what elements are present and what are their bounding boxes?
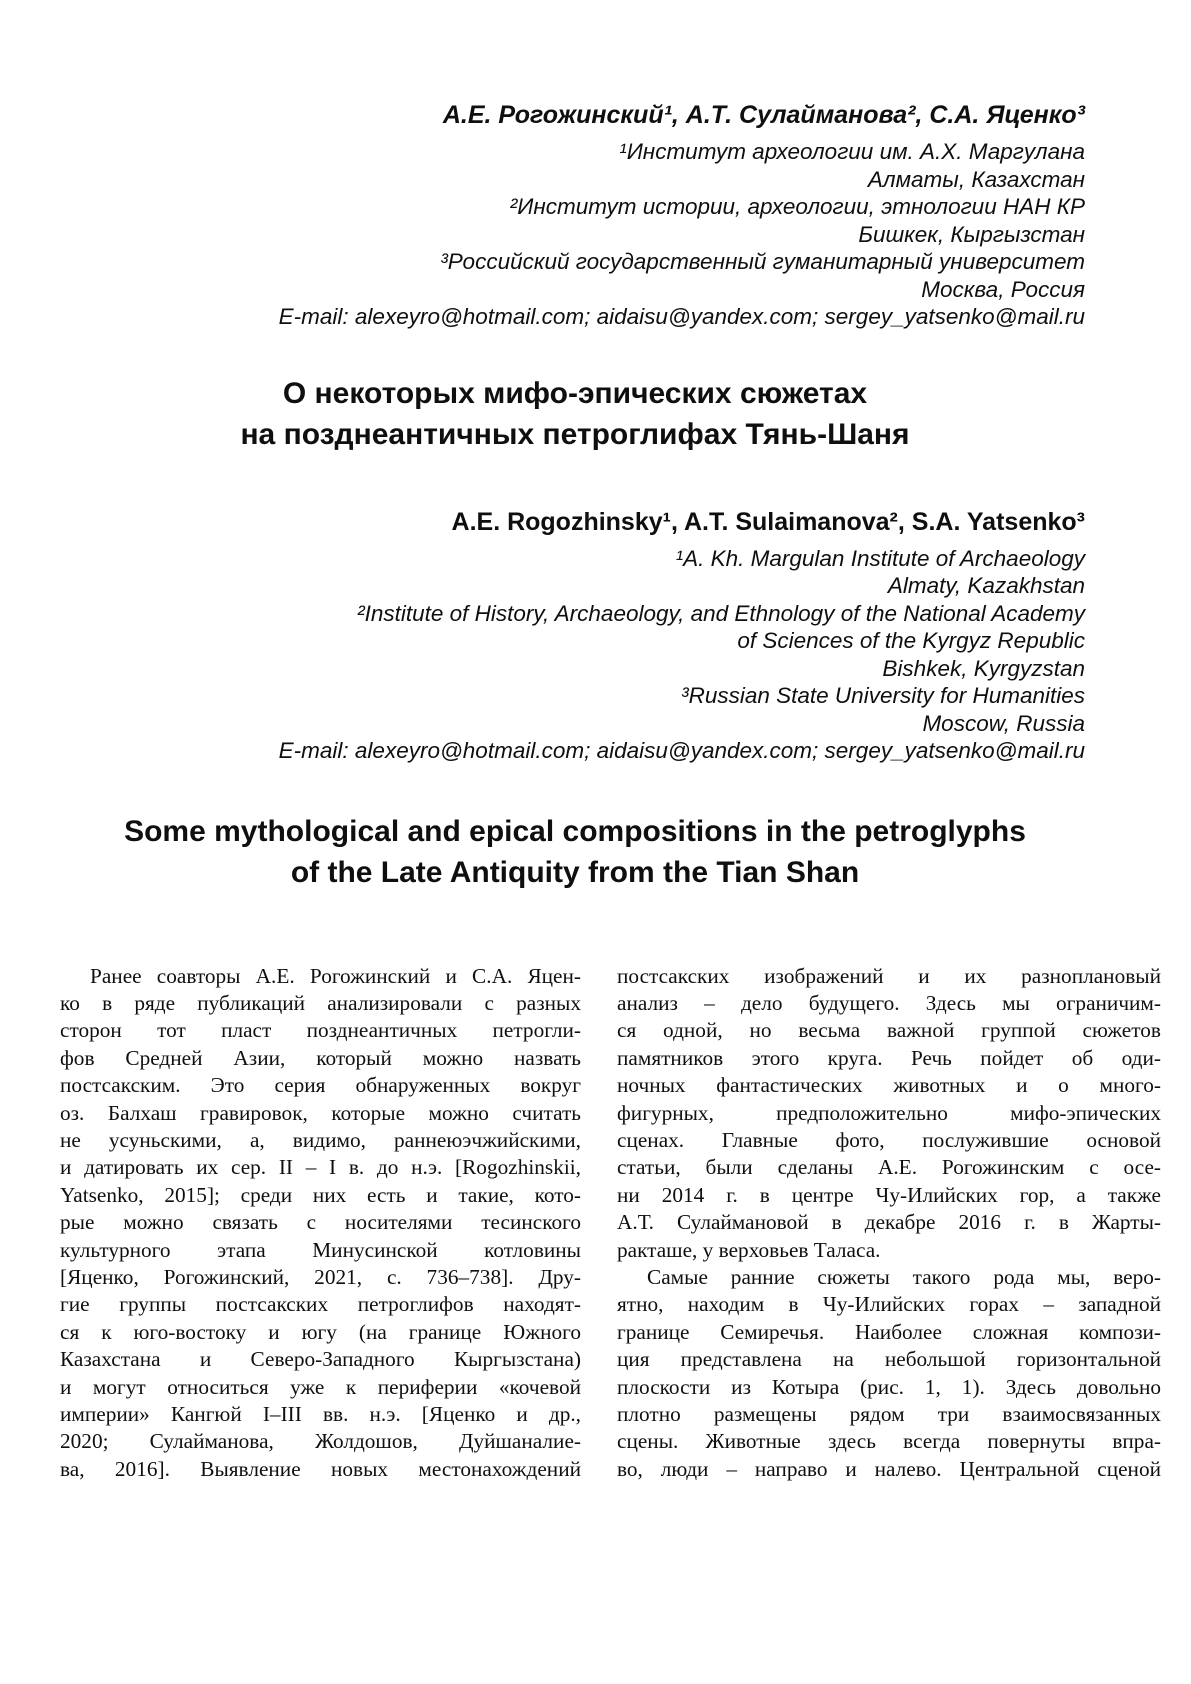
body-line: фов Средней Азии, который можно назвать — [60, 1045, 581, 1070]
affiliation-line: ³Russian State University for Humanities — [681, 683, 1085, 708]
body-line: постсакских изображений и их разноплановый — [617, 963, 1161, 988]
email-line-russian-block: E-mail: alexeyro@hotmail.com; aidaisu@yandex.com; sergey_yatsenko@mail.ru — [278, 304, 1085, 329]
body-line: ся одной, но весьма важной группой сюжетов — [617, 1018, 1161, 1043]
body-line: А.Т. Сулаймановой в декабре 2016 г. в Жарты- — [617, 1210, 1161, 1235]
right-column — [617, 963, 1161, 1484]
body-line: анализ – дело будущего. Здесь мы ограничим- — [617, 990, 1161, 1015]
body-line: рые можно связать с носителями тесинского — [60, 1210, 581, 1235]
body-line: Самые ранние сюжеты такого рода мы, веро- — [647, 1264, 1161, 1289]
body-line: не усуньскими, а, видимо, раннеюэчжийскими, — [60, 1127, 581, 1152]
body-line: ция представлена на небольшой горизонтальной — [617, 1347, 1161, 1372]
body-line: ни 2014 г. в центре Чу-Илийских гор, а также — [617, 1182, 1161, 1207]
title-russian — [60, 373, 1090, 455]
body-line: ночных фантастических животных и о много- — [617, 1073, 1161, 1098]
body-line: гие группы постсакских петроглифов находят- — [60, 1292, 581, 1317]
body-line: [Яценко, Рогожинский, 2021, с. 736–738]. Дру- — [60, 1264, 581, 1289]
body-line: границе Семиречья. Наиболее сложная компози- — [617, 1319, 1161, 1344]
header-english — [60, 507, 1085, 765]
affiliation-line: ²Institute of History, Archaeology, and Ethnology of the National Academy — [357, 600, 1085, 626]
affiliation-line: ¹A. Kh. Margulan Institute of Archaeology — [675, 545, 1085, 571]
body-line: плотно размещены рядом три взаимосвязанных — [617, 1402, 1161, 1426]
body-line: сцены. Животные здесь всегда повернуты впра- — [617, 1429, 1161, 1454]
affiliation-line: Moscow, Russia — [922, 710, 1085, 736]
body-line: империи» Кангюй I–III вв. н.э. [Яценко и др., — [60, 1402, 581, 1426]
body-line: Yatsenko, 2015]; среди них есть и такие, кото- — [60, 1182, 581, 1207]
body-line: Ранее соавторы А.Е. Рогожинский и С.А. Яцен- — [90, 963, 581, 988]
body-text — [60, 963, 1161, 1484]
affiliation-line: ²Институт истории, археологии, этнологии НАН КР — [509, 194, 1085, 219]
body-line: оз. Балхаш гравировок, которые можно считать — [60, 1100, 581, 1125]
affiliation-line: Bishkek, Kyrgyzstan — [882, 655, 1085, 681]
body-line: сценах. Главные фото, послужившие основой — [617, 1127, 1161, 1152]
authors-english: A.E. Rogozhinsky¹, A.T. Sulaimanova², S.A. Yatsenko³ — [451, 507, 1085, 536]
body-line: культурного этапа Минусинской котловины — [60, 1237, 581, 1262]
body-line: ко в ряде публикаций анализировали с разных — [60, 990, 581, 1015]
affiliation-line: Almaty, Kazakhstan — [887, 573, 1085, 598]
body-line: 2020; Сулайманова, Жолдошов, Дуйшаналие- — [60, 1429, 581, 1454]
affiliation-line: Бишкек, Кыргызстан — [858, 221, 1085, 247]
body-line: и могут относиться уже к периферии «кочевой — [60, 1374, 581, 1399]
body-line: постсакским. Это серия обнаруженных вокруг — [60, 1073, 581, 1098]
left-column — [60, 963, 581, 1484]
body-line: памятников этого круга. Речь пойдет об оди- — [617, 1045, 1161, 1070]
body-line: ракташе, у верховьев Таласа. — [617, 1237, 881, 1262]
affiliation-line: of Sciences of the Kyrgyz Republic — [737, 628, 1085, 653]
body-line: сторон тот пласт позднеантичных петрогли- — [60, 1018, 581, 1043]
title-english-line-2: of the Late Antiquity from the Tian Shan — [290, 855, 860, 889]
body-line: во, люди – направо и налево. Центральной сценой — [617, 1456, 1161, 1481]
title-english-line-1: Some mythological and epical compositions in the petroglyphs — [124, 814, 1026, 848]
body-line: ятно, находим в Чу-Илийских горах – западной — [617, 1292, 1161, 1317]
body-line: фигурных, предположительно мифо-эпических — [617, 1100, 1161, 1125]
title-english — [60, 811, 1090, 893]
body-line: ва, 2016]. Выявление новых местонахождений — [60, 1456, 581, 1481]
title-russian-line-2: на позднеантичных петроглифах Тянь-Шаня — [240, 417, 910, 451]
affiliation-line: ³Российский государственный гуманитарный университет — [440, 249, 1085, 274]
title-russian-line-1: О некоторых мифо-эпических сюжетах — [282, 376, 868, 410]
affiliation-line: Алматы, Казахстан — [867, 166, 1085, 192]
affiliation-line: ¹Институт археологии им. А.Х. Маргулана — [619, 139, 1085, 164]
authors-russian: А.Е. Рогожинский¹, А.Т. Сулайманова², С.А. Яценко³ — [442, 101, 1085, 129]
affiliation-line: Москва, Россия — [921, 276, 1085, 302]
body-line: и датировать их сер. II – I в. до н.э. [Rogozhinskii, — [60, 1155, 581, 1180]
body-line: плоскости из Котыра (рис. 1, 1). Здесь довольно — [617, 1374, 1161, 1399]
body-line: статьи, были сделаны А.Е. Рогожинским с осе- — [617, 1155, 1161, 1180]
body-line: ся к юго-востоку и югу (на границе Южного — [60, 1319, 581, 1344]
email-line-english-block: E-mail: alexeyro@hotmail.com; aidaisu@yandex.com; sergey_yatsenko@mail.ru — [278, 738, 1085, 763]
header-russian — [60, 0, 1085, 331]
body-line: Казахстана и Северо-Западного Кыргызстана) — [60, 1347, 581, 1372]
